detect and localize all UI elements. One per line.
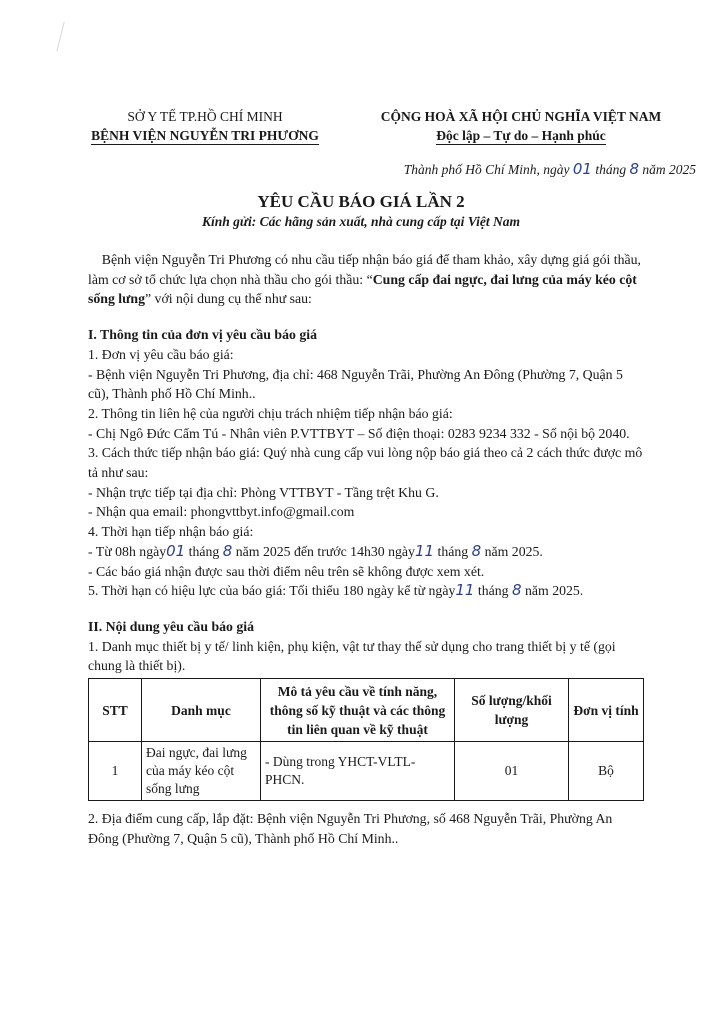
cell-stt: 1 [89, 742, 142, 801]
motto-line [360, 126, 682, 145]
s1-item-3-b: - Nhận qua email: phongvttbyt.info@gmail.com [88, 504, 355, 520]
spacer [88, 801, 644, 809]
col-header-quantity: Số lượng/khối lượng [455, 679, 569, 742]
s1-4a-day-1: 01 [166, 541, 186, 560]
s1-item-3: 3. Cách thức tiếp nhận báo giá: Quý nhà cung cấp vui lòng nộp báo giá theo cả 2 cách thức được mô tả như sau: [88, 445, 643, 481]
s1-4a-text-5: năm 2025. [481, 543, 543, 559]
section-1-heading: I. Thông tin của đơn vị yêu cầu báo giá [88, 327, 317, 343]
s1-4a-text-4: tháng [434, 543, 472, 559]
requirements-table [88, 678, 644, 801]
issuer-parent-org: SỞ Y TẾ TP.HỒ CHÍ MINH [127, 109, 283, 124]
issuer-org-name: BỆNH VIỆN NGUYỄN TRI PHƯƠNG [91, 128, 319, 143]
s1-5-text-3: năm 2025. [521, 583, 584, 599]
document-body [88, 250, 644, 848]
intro-text-1: Bệnh viện Nguyễn Tri Phương có nhu cầu tiếp nhận báo giá để tham khảo, xây dựng giá gói thầu, làm cơ sở tổ chức lựa chọn nhà thầu cho gói thầu: “ [88, 252, 641, 287]
document-title: YÊU CẦU BÁO GIÁ LẦN 2 [257, 192, 465, 211]
col-header-stt: STT [89, 679, 142, 742]
cell-item: Đai ngực, đai lưng của máy kéo cột sống lưng [142, 742, 261, 801]
s1-item-1: 1. Đơn vị yêu cầu báo giá: [88, 346, 234, 362]
s1-5-month: 8 [512, 581, 522, 600]
table-row [89, 742, 644, 801]
table-header-row [89, 679, 644, 742]
dateline-prefix: Thành phố Hồ Chí Minh, ngày [403, 162, 570, 177]
s1-5-text-1: 5. Thời hạn có hiệu lực của báo giá: Tối thiểu 180 ngày kể từ ngày [88, 583, 456, 599]
motto: Độc lập – Tự do – Hạnh phúc [436, 128, 606, 143]
col-header-description: Mô tả yêu cầu về tính năng, thông số kỹ thuật và các thông tin liên quan về kỹ thuật [261, 679, 455, 742]
dateline [300, 160, 696, 178]
col-header-unit: Đơn vị tính [569, 679, 644, 742]
s1-item-3-a: - Nhận trực tiếp tại địa chỉ: Phòng VTTBYT - Tầng trệt Khu G. [88, 484, 439, 500]
s2-item-1: 1. Danh mục thiết bị y tế/ linh kiện, phụ kiện, vật tư thay thế sử dụng cho trang thiết bị y tế (gọi chung là thiết bị). [88, 638, 616, 674]
dateline-month-label: tháng [595, 162, 627, 177]
dateline-month: 8 [629, 160, 639, 178]
s1-4a-text-3: năm 2025 đến trước 14h30 ngày [232, 543, 415, 559]
s1-4a-month-1: 8 [222, 541, 233, 560]
document-recipient: Kính gửi: Các hãng sản xuất, nhà cung cấp tại Việt Nam [202, 214, 520, 229]
country-name: CỘNG HOÀ XÃ HỘI CHỦ NGHĨA VIỆT NAM [380, 109, 662, 124]
issuer-header [80, 107, 330, 145]
s1-item-1-detail: - Bệnh viện Nguyễn Tri Phương, địa chỉ: 468 Nguyễn Trãi, Phường An Đông (Phường 7, Quận 5 cũ), Thành phố Hồ Chí Minh.. [88, 366, 623, 402]
s1-4a-text-1: - Từ 08h ngày [88, 543, 167, 559]
s1-item-5 [88, 581, 644, 601]
s1-4a-text-2: tháng [185, 543, 223, 559]
s1-item-2: 2. Thông tin liên hệ của người chịu trách nhiệm tiếp nhận báo giá: [88, 405, 453, 421]
package-name: Cung cấp đai ngực, đai lưng của máy kéo cột sống lưng [88, 271, 637, 307]
section-2-heading: II. Nội dung yêu cầu báo giá [88, 618, 254, 634]
s1-4a-day-2: 11 [414, 541, 435, 560]
s1-item-4-b: - Các báo giá nhận được sau thời điểm nêu trên sẽ không được xem xét. [88, 563, 485, 579]
s1-item-4-a [88, 542, 644, 562]
col-header-item: Danh mục [142, 679, 261, 742]
cell-description: - Dùng trong YHCT-VLTL-PHCN. [261, 742, 455, 801]
scan-artifact [56, 22, 68, 52]
dateline-day: 01 [572, 160, 592, 178]
s1-5-text-2: tháng [474, 583, 512, 599]
intro-paragraph [88, 250, 644, 309]
s1-item-2-detail: - Chị Ngô Đức Cẩm Tú - Nhân viên P.VTTBYT – Số điện thoại: 0283 9234 332 - Số nội bộ 2040. [88, 425, 630, 441]
cell-unit: Bộ [569, 742, 644, 801]
intro-text-2: ” với nội dung cụ thể như sau: [144, 291, 312, 307]
s2-item-2: 2. Địa điểm cung cấp, lắp đặt: Bệnh viện Nguyễn Tri Phương, số 468 Nguyễn Trãi, Phường An Đông (Phường 7, Quận 5 cũ), Thành phố Hồ Chí Minh.. [88, 811, 613, 846]
dateline-year: năm 2025 [642, 162, 696, 177]
s1-item-4: 4. Thời hạn tiếp nhận báo giá: [88, 524, 254, 540]
issuer-org [80, 126, 330, 145]
s1-5-day: 11 [455, 581, 475, 600]
national-header [360, 107, 682, 145]
s1-4a-month-2: 8 [471, 541, 482, 560]
cell-quantity: 01 [455, 742, 569, 801]
